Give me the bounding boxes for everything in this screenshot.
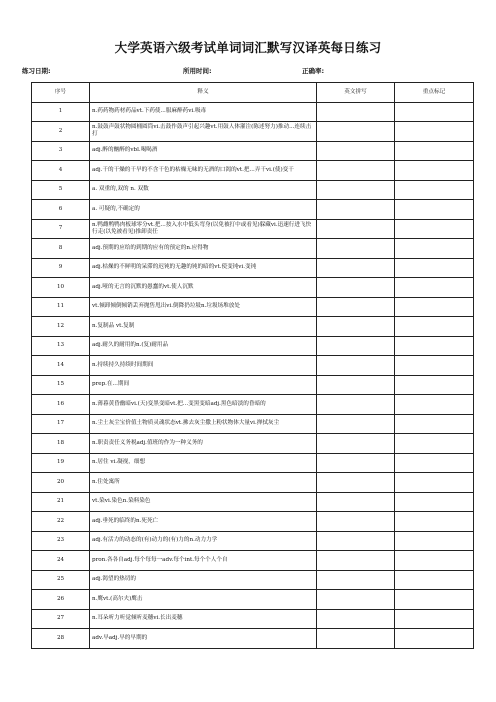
row-definition: n.鸭雌鸭鸭肉板球零分vt.把...按入水中低头弯身(以免被打中或看见)躲藏vi.迅速行进飞快行走(以免被看见)推卸责任 — [90, 219, 317, 239]
key-mark-cell[interactable] — [395, 551, 474, 571]
key-mark-cell[interactable] — [395, 336, 474, 356]
english-spelling-cell[interactable] — [317, 590, 395, 610]
row-definition: adj.醉的酗醉的vbl.喝喝酒 — [90, 141, 317, 161]
table-row — [32, 356, 474, 376]
english-spelling-cell[interactable] — [317, 512, 395, 532]
row-index: 17 — [32, 414, 90, 434]
english-spelling-cell[interactable] — [317, 453, 395, 473]
row-definition: adj.有活力的动态的(有)动力的(有)力的n.动力力学 — [90, 531, 317, 551]
table-row — [32, 278, 474, 298]
row-index: 20 — [32, 473, 90, 493]
key-mark-cell[interactable] — [395, 239, 474, 259]
key-mark-cell[interactable] — [395, 512, 474, 532]
key-mark-cell[interactable] — [395, 414, 474, 434]
english-spelling-cell[interactable] — [317, 200, 395, 220]
key-mark-cell[interactable] — [395, 629, 474, 649]
header-definition: 释义 — [90, 83, 317, 103]
key-mark-cell[interactable] — [395, 122, 474, 142]
table-row — [32, 551, 474, 571]
english-spelling-cell[interactable] — [317, 434, 395, 454]
row-definition: a. 可疑的,不确定的 — [90, 200, 317, 220]
english-spelling-cell[interactable] — [317, 395, 395, 415]
table-header-row — [32, 83, 474, 103]
table-row — [32, 609, 474, 629]
row-definition: n.薄暮黄昏幽暗vi.(天)变黑变暗vt.把...变黑变暗adj.黑色暗淡的昏暗的 — [90, 395, 317, 415]
english-spelling-cell[interactable] — [317, 531, 395, 551]
key-mark-cell[interactable] — [395, 317, 474, 337]
row-definition: n.复制品 vt.复制 — [90, 317, 317, 337]
row-definition: n.持续持久持续时间期间 — [90, 356, 317, 376]
row-index: 13 — [32, 336, 90, 356]
row-index: 6 — [32, 200, 90, 220]
table-row — [32, 375, 474, 395]
key-mark-cell[interactable] — [395, 570, 474, 590]
row-definition: adj.渴望的热切的 — [90, 570, 317, 590]
table-row — [32, 570, 474, 590]
row-index: 22 — [32, 512, 90, 532]
row-definition: vt.倾卸倾倒倾销丢弃抛售甩出vi.倒降扔垃圾n.垃圾场堆放处 — [90, 297, 317, 317]
row-definition: pron.各各自adj.每个每每一adv.每个int.每个个人个自 — [90, 551, 317, 571]
english-spelling-cell[interactable] — [317, 473, 395, 493]
english-spelling-cell[interactable] — [317, 570, 395, 590]
row-index: 19 — [32, 453, 90, 473]
table-row — [32, 200, 474, 220]
row-index: 28 — [32, 629, 90, 649]
english-spelling-cell[interactable] — [317, 609, 395, 629]
key-mark-cell[interactable] — [395, 278, 474, 298]
row-index: 18 — [32, 434, 90, 454]
row-definition: adv.早adj.早的早期的 — [90, 629, 317, 649]
english-spelling-cell[interactable] — [317, 122, 395, 142]
row-index: 23 — [32, 531, 90, 551]
table-row — [32, 141, 474, 161]
row-index: 24 — [32, 551, 90, 571]
header-key-mark: 重点标记 — [395, 83, 474, 103]
table-row — [32, 297, 474, 317]
row-definition: adj.预期的应给的到期的应有的预定的n.应得物 — [90, 239, 317, 259]
table-row — [32, 122, 474, 142]
english-spelling-cell[interactable] — [317, 278, 395, 298]
row-definition: a. 双重的,双的 n. 双数 — [90, 180, 317, 200]
row-index: 14 — [32, 356, 90, 376]
row-definition: n.居住 vi.凝视，细想 — [90, 453, 317, 473]
english-spelling-cell[interactable] — [317, 492, 395, 512]
row-definition: adj.垂死的临终的n.死死亡 — [90, 512, 317, 532]
time-used-label: 所用时间: — [183, 67, 212, 75]
row-index: 8 — [32, 239, 90, 259]
english-spelling-cell[interactable] — [317, 336, 395, 356]
key-mark-cell[interactable] — [395, 609, 474, 629]
key-mark-cell[interactable] — [395, 453, 474, 473]
table-row — [32, 434, 474, 454]
key-mark-cell[interactable] — [395, 356, 474, 376]
english-spelling-cell[interactable] — [317, 219, 395, 239]
table-row — [32, 473, 474, 493]
row-definition: adj.耐久的耐用的n.(复)耐用品 — [90, 336, 317, 356]
table-row — [32, 531, 474, 551]
row-definition: adj.干的干燥的干旱的不含干色的枯燥无味的无酒的口渴的vt.把...弄干vi.(使)变干 — [90, 161, 317, 181]
english-spelling-cell[interactable] — [317, 317, 395, 337]
table-row — [32, 317, 474, 337]
english-spelling-cell[interactable] — [317, 629, 395, 649]
row-index: 27 — [32, 609, 90, 629]
page-title: 大学英语六级考试单词词汇默写汉译英每日练习 — [114, 40, 382, 55]
key-mark-cell[interactable] — [395, 161, 474, 181]
table-row — [32, 629, 474, 649]
key-mark-cell[interactable] — [395, 395, 474, 415]
row-definition: vt.染vi.染色n.染料染色 — [90, 492, 317, 512]
key-mark-cell[interactable] — [395, 180, 474, 200]
table-row — [32, 492, 474, 512]
row-definition: n.鼓鼓声鼓状物圆桶圆筒vi.击鼓作鼓声引起兴趣vt.用鼓人体灌注(陈述努力)推动...连续击打 — [90, 122, 317, 142]
row-index: 25 — [32, 570, 90, 590]
english-spelling-cell[interactable] — [317, 551, 395, 571]
table-row — [32, 512, 474, 532]
row-index: 16 — [32, 395, 90, 415]
row-definition: n.职责责任义务税adj.值班的作为一种义务的 — [90, 434, 317, 454]
key-mark-cell[interactable] — [395, 102, 474, 122]
english-spelling-cell[interactable] — [317, 239, 395, 259]
row-index: 4 — [32, 161, 90, 181]
row-index: 5 — [32, 180, 90, 200]
row-index: 15 — [32, 375, 90, 395]
english-spelling-cell[interactable] — [317, 141, 395, 161]
key-mark-cell[interactable] — [395, 258, 474, 278]
row-index: 26 — [32, 590, 90, 610]
table-row — [32, 258, 474, 278]
practice-date-label: 练习日期: — [22, 67, 51, 75]
row-index: 9 — [32, 258, 90, 278]
accuracy-label: 正确率: — [302, 67, 325, 75]
header-index: 序号 — [32, 83, 90, 103]
table-row — [32, 395, 474, 415]
row-index: 10 — [32, 278, 90, 298]
row-index: 1 — [32, 102, 90, 122]
row-definition: prep.在...期间 — [90, 375, 317, 395]
row-definition: adj.哑的无言的沉默的愚蠢的vt.使人沉默 — [90, 278, 317, 298]
key-mark-cell[interactable] — [395, 434, 474, 454]
row-definition: n.鹰vt.(高尔夫)鹰击 — [90, 590, 317, 610]
table-row — [32, 102, 474, 122]
key-mark-cell[interactable] — [395, 492, 474, 512]
english-spelling-cell[interactable] — [317, 375, 395, 395]
practice-info-row — [0, 66, 496, 78]
key-mark-cell[interactable] — [395, 297, 474, 317]
row-definition: n.尘土灰尘宝价值土物质灵魂状态vt.拂去灰尘撒上粉状物体大量vi.掸拭灰尘 — [90, 414, 317, 434]
vocabulary-table — [31, 82, 474, 649]
row-index: 7 — [32, 219, 90, 239]
row-definition: adj.枯燥的不鲜明的呆滞的迟钝的无趣的钝的暗的vt.使变钝vi.变钝 — [90, 258, 317, 278]
row-index: 3 — [32, 141, 90, 161]
header-english-spelling: 英文拼写 — [317, 83, 395, 103]
english-spelling-cell[interactable] — [317, 102, 395, 122]
key-mark-cell[interactable] — [395, 375, 474, 395]
key-mark-cell[interactable] — [395, 219, 474, 239]
english-spelling-cell[interactable] — [317, 356, 395, 376]
table-row — [32, 180, 474, 200]
row-index: 21 — [32, 492, 90, 512]
row-index: 2 — [32, 122, 90, 142]
key-mark-cell[interactable] — [395, 141, 474, 161]
english-spelling-cell[interactable] — [317, 258, 395, 278]
row-definition: n.药药物药材药品vt.下药使...服麻醉药vi.吸毒 — [90, 102, 317, 122]
english-spelling-cell[interactable] — [317, 180, 395, 200]
key-mark-cell[interactable] — [395, 531, 474, 551]
row-definition: n.耳朵听力听觉倾听麦穗vi.长出麦穗 — [90, 609, 317, 629]
table-row — [32, 219, 474, 239]
english-spelling-cell[interactable] — [317, 414, 395, 434]
table-row — [32, 239, 474, 259]
english-spelling-cell[interactable] — [317, 161, 395, 181]
key-mark-cell[interactable] — [395, 200, 474, 220]
table-row — [32, 453, 474, 473]
row-definition: n.住处寓所 — [90, 473, 317, 493]
table-row — [32, 161, 474, 181]
key-mark-cell[interactable] — [395, 473, 474, 493]
table-row — [32, 336, 474, 356]
row-index: 11 — [32, 297, 90, 317]
row-index: 12 — [32, 317, 90, 337]
key-mark-cell[interactable] — [395, 590, 474, 610]
table-row — [32, 414, 474, 434]
table-row — [32, 590, 474, 610]
english-spelling-cell[interactable] — [317, 297, 395, 317]
